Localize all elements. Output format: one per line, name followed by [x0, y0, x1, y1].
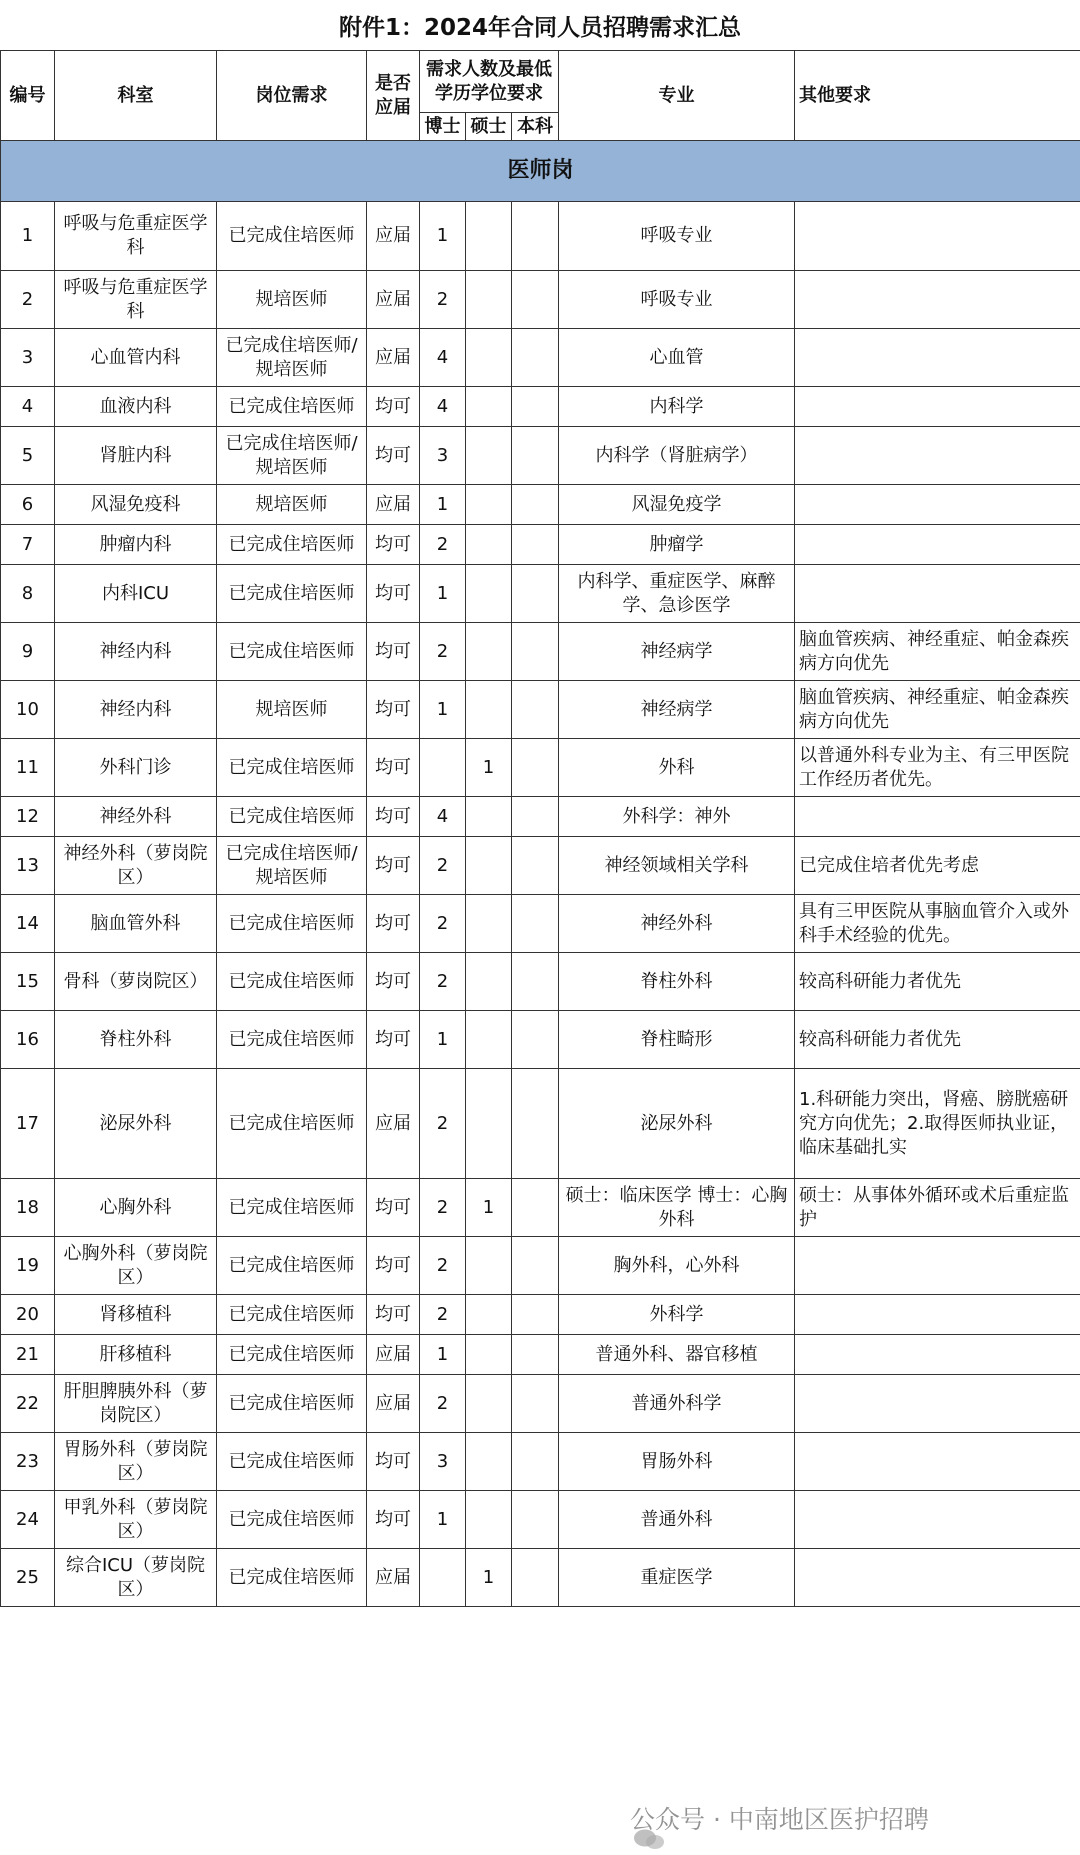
row-no: 17	[1, 1069, 55, 1179]
row-phd: 2	[420, 525, 466, 565]
row-phd: 2	[420, 271, 466, 329]
row-master	[466, 329, 512, 387]
row-no: 23	[1, 1433, 55, 1491]
row-position: 已完成住培医师	[217, 565, 367, 623]
row-dept: 综合ICU（萝岗院区）	[55, 1549, 217, 1607]
row-fresh: 应届	[367, 485, 420, 525]
table-row	[1, 565, 1080, 623]
table-row	[1, 329, 1080, 387]
row-position: 已完成住培医师	[217, 1549, 367, 1607]
row-fresh: 均可	[367, 1237, 420, 1295]
table-row	[1, 525, 1080, 565]
row-master	[466, 1069, 512, 1179]
row-other	[795, 271, 1080, 329]
row-dept: 肝胆脾胰外科（萝岗院区）	[55, 1375, 217, 1433]
row-phd: 1	[420, 202, 466, 271]
row-phd: 1	[420, 565, 466, 623]
row-no: 2	[1, 271, 55, 329]
row-fresh: 应届	[367, 1335, 420, 1375]
row-master	[466, 681, 512, 739]
row-bachelor	[512, 739, 559, 797]
row-major: 外科学：神外	[559, 797, 795, 837]
row-phd: 2	[420, 895, 466, 953]
row-dept: 血液内科	[55, 387, 217, 427]
row-major: 脊柱外科	[559, 953, 795, 1011]
row-fresh: 均可	[367, 1179, 420, 1237]
row-position: 已完成住培医师/规培医师	[217, 329, 367, 387]
row-master: 1	[466, 739, 512, 797]
row-no: 10	[1, 681, 55, 739]
row-major: 心血管	[559, 329, 795, 387]
row-major: 神经领域相关学科	[559, 837, 795, 895]
row-master	[466, 837, 512, 895]
row-no: 6	[1, 485, 55, 525]
row-other	[795, 329, 1080, 387]
row-bachelor	[512, 953, 559, 1011]
table-row	[1, 953, 1080, 1011]
row-position: 已完成住培医师	[217, 1295, 367, 1335]
row-dept: 呼吸与危重症医学科	[55, 271, 217, 329]
row-master	[466, 202, 512, 271]
row-phd	[420, 739, 466, 797]
row-bachelor	[512, 1179, 559, 1237]
row-fresh: 应届	[367, 202, 420, 271]
row-bachelor	[512, 329, 559, 387]
row-fresh: 均可	[367, 739, 420, 797]
row-bachelor	[512, 565, 559, 623]
row-no: 7	[1, 525, 55, 565]
header-major: 专业	[559, 51, 795, 141]
row-phd: 2	[420, 1179, 466, 1237]
row-master	[466, 1237, 512, 1295]
row-position: 已完成住培医师	[217, 1375, 367, 1433]
row-master: 1	[466, 1549, 512, 1607]
table-row	[1, 797, 1080, 837]
row-position: 已完成住培医师	[217, 387, 367, 427]
row-other	[795, 1295, 1080, 1335]
row-major: 内科学、重症医学、麻醉学、急诊医学	[559, 565, 795, 623]
row-other	[795, 1433, 1080, 1491]
header-position: 岗位需求	[217, 51, 367, 141]
header-row	[1, 51, 1080, 113]
row-other	[795, 797, 1080, 837]
header-degree-group: 需求人数及最低学历学位要求	[420, 51, 559, 113]
row-phd: 2	[420, 1069, 466, 1179]
row-phd: 3	[420, 1433, 466, 1491]
row-master	[466, 485, 512, 525]
row-major: 重症医学	[559, 1549, 795, 1607]
row-major: 风湿免疫学	[559, 485, 795, 525]
header-dept: 科室	[55, 51, 217, 141]
table-row	[1, 739, 1080, 797]
row-master	[466, 1295, 512, 1335]
row-dept: 外科门诊	[55, 739, 217, 797]
row-fresh: 均可	[367, 681, 420, 739]
row-no: 3	[1, 329, 55, 387]
table-row	[1, 1237, 1080, 1295]
row-phd: 1	[420, 1491, 466, 1549]
row-master	[466, 565, 512, 623]
table-row	[1, 1069, 1080, 1179]
row-major: 外科学	[559, 1295, 795, 1335]
row-dept: 骨科（萝岗院区）	[55, 953, 217, 1011]
row-bachelor	[512, 202, 559, 271]
row-dept: 脊柱外科	[55, 1011, 217, 1069]
row-phd: 2	[420, 1375, 466, 1433]
row-other	[795, 1375, 1080, 1433]
row-master	[466, 797, 512, 837]
row-no: 5	[1, 427, 55, 485]
row-fresh: 均可	[367, 953, 420, 1011]
row-other	[795, 387, 1080, 427]
section-row	[1, 141, 1080, 202]
row-position: 已完成住培医师	[217, 202, 367, 271]
row-fresh: 均可	[367, 565, 420, 623]
row-no: 1	[1, 202, 55, 271]
table-row	[1, 1549, 1080, 1607]
row-phd: 2	[420, 623, 466, 681]
row-phd: 2	[420, 953, 466, 1011]
row-other	[795, 525, 1080, 565]
row-bachelor	[512, 1375, 559, 1433]
row-major: 内科学（肾脏病学）	[559, 427, 795, 485]
row-phd: 1	[420, 485, 466, 525]
row-position: 已完成住培医师/规培医师	[217, 427, 367, 485]
row-no: 24	[1, 1491, 55, 1549]
row-bachelor	[512, 837, 559, 895]
row-no: 16	[1, 1011, 55, 1069]
row-phd: 4	[420, 797, 466, 837]
table-row	[1, 1179, 1080, 1237]
row-other: 脑血管疾病、神经重症、帕金森疾病方向优先	[795, 681, 1080, 739]
row-bachelor	[512, 895, 559, 953]
table-row	[1, 485, 1080, 525]
row-bachelor	[512, 623, 559, 681]
row-other	[795, 427, 1080, 485]
row-dept: 心血管内科	[55, 329, 217, 387]
row-position: 已完成住培医师	[217, 1237, 367, 1295]
row-position: 已完成住培医师	[217, 1179, 367, 1237]
row-no: 22	[1, 1375, 55, 1433]
row-other: 较高科研能力者优先	[795, 1011, 1080, 1069]
row-master	[466, 525, 512, 565]
header-phd: 博士	[420, 113, 466, 141]
row-no: 19	[1, 1237, 55, 1295]
row-dept: 肾脏内科	[55, 427, 217, 485]
row-no: 15	[1, 953, 55, 1011]
row-fresh: 均可	[367, 1011, 420, 1069]
row-dept: 肝移植科	[55, 1335, 217, 1375]
row-no: 25	[1, 1549, 55, 1607]
row-phd: 1	[420, 1011, 466, 1069]
header-bachelor: 本科	[512, 113, 559, 141]
header-other: 其他要求	[795, 51, 1080, 141]
row-fresh: 均可	[367, 525, 420, 565]
row-phd: 3	[420, 427, 466, 485]
row-bachelor	[512, 1295, 559, 1335]
row-other	[795, 202, 1080, 271]
row-dept: 甲乳外科（萝岗院区）	[55, 1491, 217, 1549]
row-bachelor	[512, 387, 559, 427]
row-major: 胸外科，心外科	[559, 1237, 795, 1295]
row-no: 8	[1, 565, 55, 623]
row-dept: 肿瘤内科	[55, 525, 217, 565]
row-fresh: 应届	[367, 329, 420, 387]
section-title: 医师岗	[1, 141, 1080, 202]
table-row	[1, 681, 1080, 739]
row-major: 脊柱畸形	[559, 1011, 795, 1069]
table-row	[1, 837, 1080, 895]
row-fresh: 均可	[367, 1295, 420, 1335]
row-bachelor	[512, 1011, 559, 1069]
row-position: 规培医师	[217, 681, 367, 739]
row-phd: 2	[420, 1295, 466, 1335]
row-dept: 心胸外科	[55, 1179, 217, 1237]
row-major: 内科学	[559, 387, 795, 427]
row-dept: 心胸外科（萝岗院区）	[55, 1237, 217, 1295]
table-row	[1, 623, 1080, 681]
table-row	[1, 1335, 1080, 1375]
row-position: 已完成住培医师	[217, 895, 367, 953]
row-fresh: 均可	[367, 427, 420, 485]
table-row	[1, 1375, 1080, 1433]
row-major: 神经病学	[559, 681, 795, 739]
row-fresh: 均可	[367, 1491, 420, 1549]
row-other: 较高科研能力者优先	[795, 953, 1080, 1011]
row-major: 呼吸专业	[559, 202, 795, 271]
row-fresh: 均可	[367, 1433, 420, 1491]
row-position: 已完成住培医师	[217, 797, 367, 837]
row-position: 已完成住培医师	[217, 1433, 367, 1491]
row-major: 神经病学	[559, 623, 795, 681]
row-major: 外科	[559, 739, 795, 797]
row-master	[466, 387, 512, 427]
row-phd: 2	[420, 837, 466, 895]
row-master	[466, 623, 512, 681]
row-no: 21	[1, 1335, 55, 1375]
row-major: 神经外科	[559, 895, 795, 953]
row-no: 9	[1, 623, 55, 681]
row-fresh: 应届	[367, 1069, 420, 1179]
row-other: 已完成住培者优先考虑	[795, 837, 1080, 895]
header-no: 编号	[1, 51, 55, 141]
row-dept: 泌尿外科	[55, 1069, 217, 1179]
row-bachelor	[512, 1335, 559, 1375]
row-dept: 脑血管外科	[55, 895, 217, 953]
row-dept: 神经外科（萝岗院区）	[55, 837, 217, 895]
row-master	[466, 1491, 512, 1549]
table-row	[1, 1011, 1080, 1069]
table-row	[1, 1433, 1080, 1491]
row-phd: 4	[420, 387, 466, 427]
row-fresh: 均可	[367, 797, 420, 837]
row-fresh: 均可	[367, 623, 420, 681]
row-other	[795, 1335, 1080, 1375]
row-fresh: 应届	[367, 271, 420, 329]
row-dept: 呼吸与危重症医学科	[55, 202, 217, 271]
row-position: 已完成住培医师	[217, 1491, 367, 1549]
row-master	[466, 1335, 512, 1375]
row-no: 4	[1, 387, 55, 427]
row-position: 已完成住培医师	[217, 1069, 367, 1179]
table-row	[1, 1295, 1080, 1335]
row-bachelor	[512, 1491, 559, 1549]
row-position: 规培医师	[217, 485, 367, 525]
row-phd: 2	[420, 1237, 466, 1295]
row-position: 已完成住培医师	[217, 623, 367, 681]
row-bachelor	[512, 1237, 559, 1295]
row-dept: 神经内科	[55, 623, 217, 681]
row-master	[466, 953, 512, 1011]
row-major: 呼吸专业	[559, 271, 795, 329]
row-position: 已完成住培医师	[217, 953, 367, 1011]
row-major: 肿瘤学	[559, 525, 795, 565]
row-bachelor	[512, 1549, 559, 1607]
table-row	[1, 271, 1080, 329]
row-no: 20	[1, 1295, 55, 1335]
row-master	[466, 271, 512, 329]
table-row	[1, 1491, 1080, 1549]
row-no: 18	[1, 1179, 55, 1237]
row-other: 1.科研能力突出，肾癌、膀胱癌研究方向优先；2.取得医师执业证，临床基础扎实	[795, 1069, 1080, 1179]
row-master	[466, 427, 512, 485]
row-bachelor	[512, 1069, 559, 1179]
row-dept: 神经外科	[55, 797, 217, 837]
row-phd: 1	[420, 681, 466, 739]
row-master	[466, 1011, 512, 1069]
row-fresh: 均可	[367, 837, 420, 895]
row-bachelor	[512, 525, 559, 565]
row-bachelor	[512, 271, 559, 329]
row-dept: 肾移植科	[55, 1295, 217, 1335]
row-bachelor	[512, 797, 559, 837]
row-dept: 神经内科	[55, 681, 217, 739]
row-dept: 内科ICU	[55, 565, 217, 623]
row-fresh: 应届	[367, 1549, 420, 1607]
row-other	[795, 1237, 1080, 1295]
row-no: 14	[1, 895, 55, 953]
row-other: 脑血管疾病、神经重症、帕金森疾病方向优先	[795, 623, 1080, 681]
row-bachelor	[512, 681, 559, 739]
table-row	[1, 387, 1080, 427]
row-no: 11	[1, 739, 55, 797]
row-major: 普通外科、器官移植	[559, 1335, 795, 1375]
row-position: 规培医师	[217, 271, 367, 329]
row-other	[795, 1491, 1080, 1549]
watermark-text: 公众号 · 中南地区医护招聘	[630, 1805, 929, 1834]
row-major: 普通外科	[559, 1491, 795, 1549]
row-bachelor	[512, 485, 559, 525]
table-row	[1, 202, 1080, 271]
row-other: 具有三甲医院从事脑血管介入或外科手术经验的优先。	[795, 895, 1080, 953]
document-title: 附件1：2024年合同人员招聘需求汇总	[338, 14, 742, 41]
row-bachelor	[512, 1433, 559, 1491]
row-bachelor	[512, 427, 559, 485]
row-fresh: 均可	[367, 895, 420, 953]
row-master	[466, 1375, 512, 1433]
row-phd: 1	[420, 1335, 466, 1375]
row-master	[466, 895, 512, 953]
row-other: 以普通外科专业为主、有三甲医院工作经历者优先。	[795, 739, 1080, 797]
header-master: 硕士	[466, 113, 512, 141]
row-other	[795, 485, 1080, 525]
row-master: 1	[466, 1179, 512, 1237]
row-position: 已完成住培医师/规培医师	[217, 837, 367, 895]
row-phd	[420, 1549, 466, 1607]
row-fresh: 均可	[367, 387, 420, 427]
row-position: 已完成住培医师	[217, 739, 367, 797]
row-phd: 4	[420, 329, 466, 387]
row-dept: 风湿免疫科	[55, 485, 217, 525]
table-row	[1, 895, 1080, 953]
row-other	[795, 1549, 1080, 1607]
row-major: 硕士：临床医学 博士：心胸外科	[559, 1179, 795, 1237]
row-master	[466, 1433, 512, 1491]
row-major: 胃肠外科	[559, 1433, 795, 1491]
row-no: 13	[1, 837, 55, 895]
recruitment-table	[0, 50, 1080, 1607]
row-other: 硕士：从事体外循环或术后重症监护	[795, 1179, 1080, 1237]
row-position: 已完成住培医师	[217, 525, 367, 565]
row-dept: 胃肠外科（萝岗院区）	[55, 1433, 217, 1491]
table-row	[1, 427, 1080, 485]
row-position: 已完成住培医师	[217, 1335, 367, 1375]
row-no: 12	[1, 797, 55, 837]
row-other	[795, 565, 1080, 623]
header-fresh: 是否应届	[367, 51, 420, 141]
row-major: 泌尿外科	[559, 1069, 795, 1179]
row-major: 普通外科学	[559, 1375, 795, 1433]
row-position: 已完成住培医师	[217, 1011, 367, 1069]
row-fresh: 应届	[367, 1375, 420, 1433]
